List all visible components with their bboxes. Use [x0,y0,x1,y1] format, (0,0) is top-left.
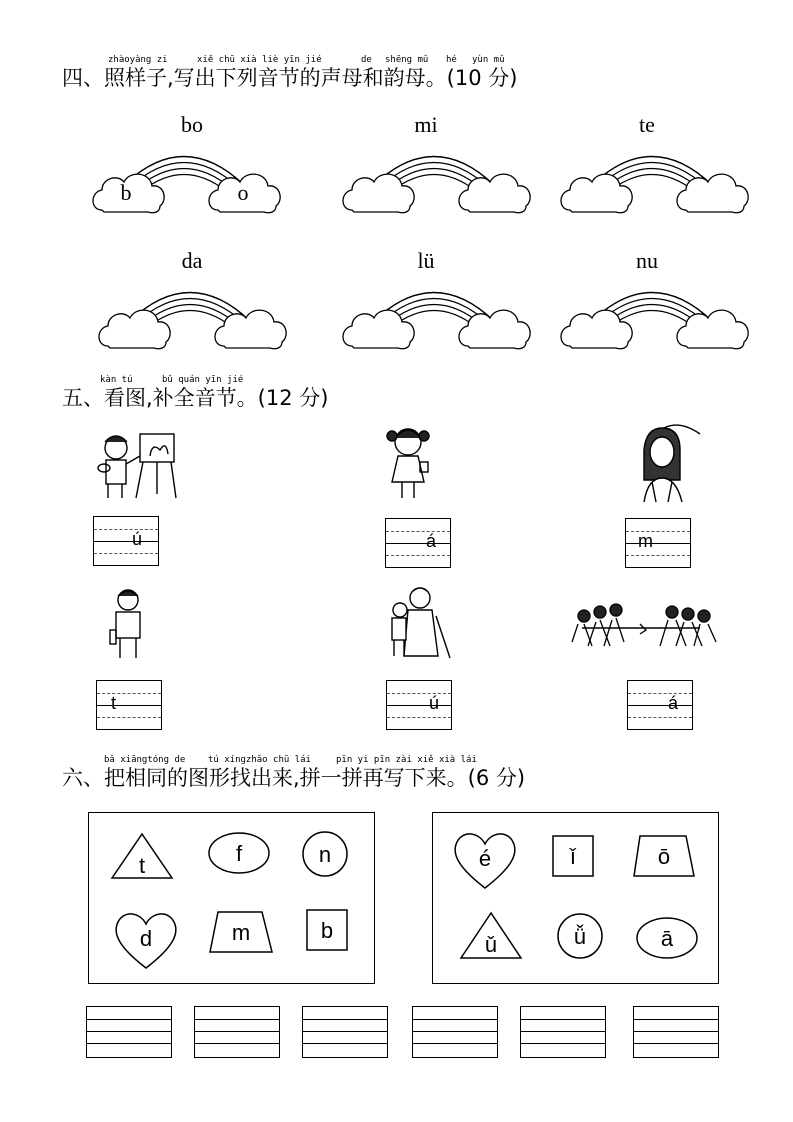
rainbow-syllable: te [639,112,655,137]
shape-letter: ō [657,844,671,869]
example-initial: b [120,180,132,205]
syllable-hint: t [111,693,117,713]
shape-letter: é [478,846,492,871]
pinyin-annotation: shēng mǔ [385,55,429,65]
syllable-hint: ú [132,529,143,549]
syllable-hint: ú [429,693,440,713]
section5-heading: 五、看图,补全音节。(12 分) [62,386,329,410]
mother-icon [644,425,700,502]
pinyin-annotation: bǎ xiāngtóng de [104,755,186,765]
tug-of-war-icon [572,604,716,646]
shape-letter: ǚ [573,924,587,949]
rainbow-syllable: da [181,248,203,273]
shape-letter: m [231,920,251,945]
pinyin-annotation: yùn mǔ [472,55,505,65]
syllable-hint: á [668,693,679,713]
shape-letter: b [320,918,334,943]
section6-heading: 六、把相同的图形找出来,拼一拼再写下来。(6 分) [62,766,526,790]
pinyin-annotation: tú xíngzhǎo chū lái [208,755,311,765]
pinyin-annotation: zhàoyàng zi [108,55,168,65]
rainbow-syllable: bo [181,112,203,137]
rainbow-syllable: mi [414,112,438,137]
boy-painting-icon [98,434,176,498]
rainbow-icon [561,157,748,213]
girl-icon [387,429,429,498]
shape-letter: ǔ [484,932,498,957]
answer-writing-box[interactable] [86,1006,172,1058]
shape-letter: t [138,853,146,878]
example-final: o [237,180,249,205]
syllable-writing-box[interactable] [386,680,452,730]
syllable-hint: á [426,531,437,551]
syllable-writing-box[interactable] [96,680,162,730]
rainbow-icon [343,157,530,213]
rainbow-icon [343,293,530,349]
boy-standing-icon [110,590,140,658]
rainbow-syllable: lü [417,248,435,273]
answer-writing-box[interactable] [302,1006,388,1058]
syllable-writing-box[interactable] [625,518,691,568]
answer-writing-box[interactable] [520,1006,606,1058]
pinyin-annotation: xiě chū xià liè yīn jié [197,55,322,65]
shape-letter: f [235,841,243,866]
shape-letter: n [318,842,332,867]
syllable-writing-box[interactable] [627,680,693,730]
syllable-writing-box[interactable] [93,516,159,566]
section4-heading: 四、照样子,写出下列音节的声母和韵母。(10 分) [62,66,518,90]
rainbow-icon [99,293,286,349]
shape-letter: d [139,926,153,951]
syllable-hint: m [638,531,653,551]
answer-writing-box[interactable] [412,1006,498,1058]
rainbow-syllable: nu [636,248,658,273]
pinyin-annotation: de [361,55,372,65]
pinyin-annotation: pīn yi pīn zài xiě xià lái [336,755,477,765]
shape-drawings [0,800,793,1000]
rainbow-icon [561,293,748,349]
answer-writing-box[interactable] [194,1006,280,1058]
syllable-writing-box[interactable] [385,518,451,568]
pinyin-annotation: hé [446,55,457,65]
pinyin-annotation: bǔ quán yīn jié [162,375,244,385]
rainbow-drawings [0,0,793,360]
shape-letter: ā [660,926,674,951]
shape-letter: ǐ [570,844,576,869]
grandpa-icon [392,588,450,658]
picture-illustrations [0,420,793,720]
pinyin-annotation: kàn tú [100,375,133,385]
answer-writing-box[interactable] [633,1006,719,1058]
